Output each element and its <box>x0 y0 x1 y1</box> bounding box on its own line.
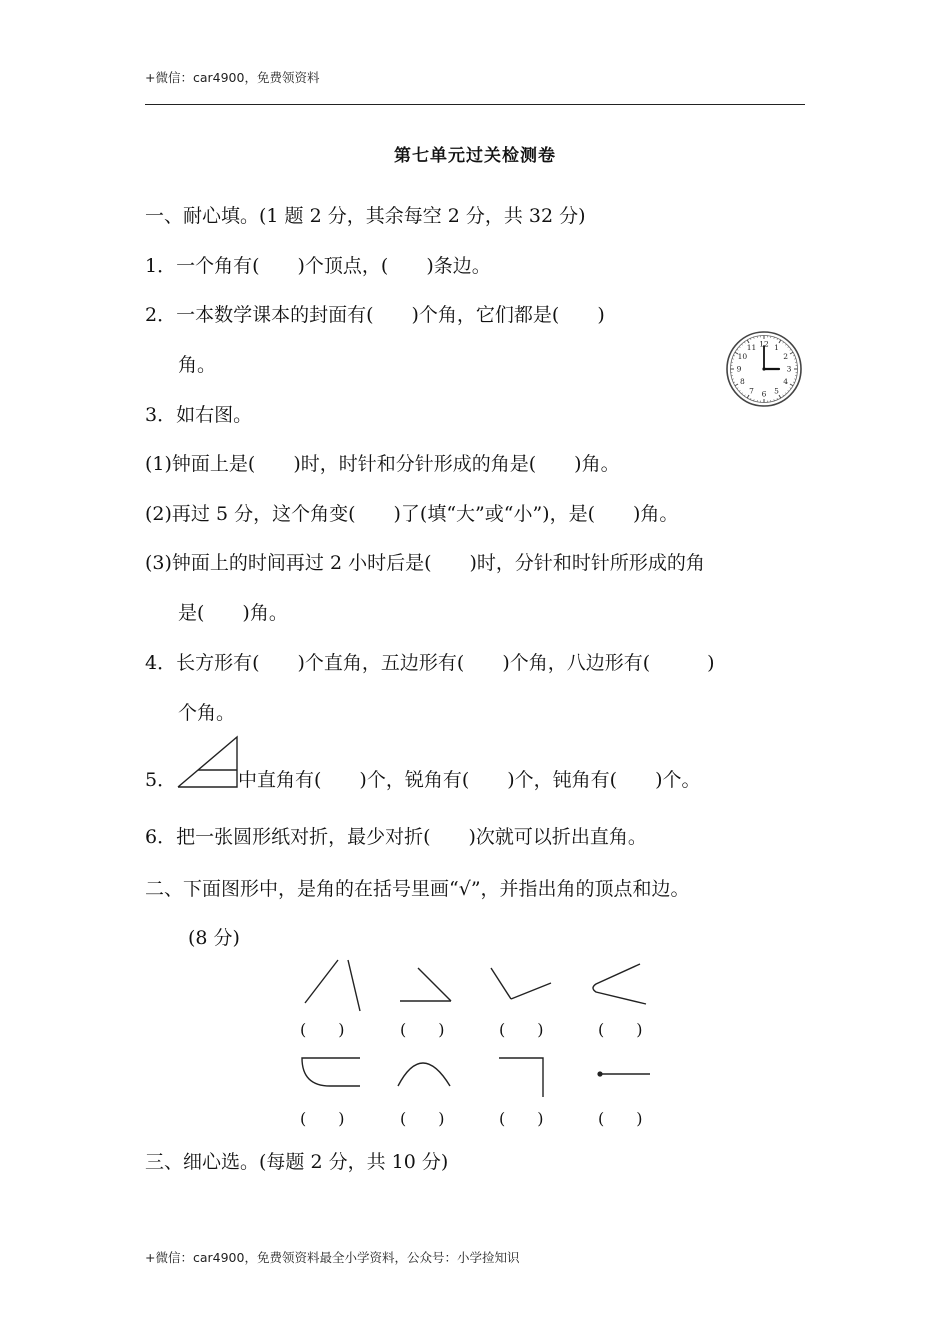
section-2-heading: 二、下面图形中，是角的在括号里画“√”，并指出角的顶点和边。 <box>145 878 690 900</box>
section-2-score: (8 分) <box>188 927 240 949</box>
header-divider <box>145 104 805 105</box>
figure-7-angle <box>494 1052 550 1102</box>
clock-number: 9 <box>736 364 742 374</box>
question-3-1: (1)钟面上是( )时，时针和分针形成的角是( )角。 <box>145 453 620 475</box>
question-3-3-line-1: (3)钟面上的时间再过 2 小时后是( )时，分针和时针所形成的角 <box>145 552 705 574</box>
answer-paren-6[interactable]: ( ) <box>400 1109 445 1128</box>
answer-paren-8[interactable]: ( ) <box>598 1109 643 1128</box>
clock-figure <box>725 330 803 408</box>
question-3-2: (2)再过 5 分，这个角变( )了(填“大”或“小”)，是( )角。 <box>145 503 679 525</box>
clock-number: 5 <box>774 386 779 396</box>
answer-paren-3[interactable]: ( ) <box>499 1020 544 1039</box>
page-header: +微信：car4900，免费领资料 <box>145 70 320 85</box>
answer-paren-2[interactable]: ( ) <box>400 1020 445 1039</box>
question-5-number: 5． <box>145 769 177 791</box>
clock-number: 2 <box>783 352 789 362</box>
question-2-line-2: 角。 <box>178 354 217 376</box>
figure-1-angle <box>300 955 365 1015</box>
figure-2-angle <box>396 963 456 1005</box>
clock-number: 8 <box>739 377 745 387</box>
clock-number: 1 <box>774 342 779 352</box>
figure-6-arc <box>394 1052 454 1092</box>
clock-number: 7 <box>749 386 754 396</box>
question-2-line-1: 2．一本数学课本的封面有( )个角，它们都是( ) <box>145 304 605 326</box>
clock-number: 3 <box>786 364 792 374</box>
question-4-line-1: 4．长方形有( )个直角，五边形有( )个角，八边形有( ) <box>145 652 715 674</box>
page-footer: +微信：car4900，免费领资料最全小学资料，公众号：小学捡知识 <box>145 1250 520 1265</box>
question-3-3-line-2: 是( )角。 <box>178 602 288 624</box>
figure-5-shape <box>296 1052 366 1092</box>
clock-number: 11 <box>746 342 757 352</box>
question-1: 1．一个角有( )个顶点，( )条边。 <box>145 255 491 277</box>
triangle-figure <box>176 735 240 789</box>
page-title: 第七单元过关检测卷 <box>394 146 556 166</box>
answer-paren-4[interactable]: ( ) <box>598 1020 643 1039</box>
figure-3-angle <box>487 963 555 1005</box>
question-3: 3．如右图。 <box>145 404 253 426</box>
clock-number: 6 <box>761 389 767 399</box>
clock-center <box>762 367 765 370</box>
clock-number: 10 <box>737 352 748 362</box>
section-3-heading: 三、细心选。(每题 2 分，共 10 分) <box>145 1151 449 1173</box>
answer-paren-1[interactable]: ( ) <box>300 1020 345 1039</box>
clock-number: 4 <box>783 377 789 387</box>
figure-8-ray <box>594 1066 654 1082</box>
answer-paren-5[interactable]: ( ) <box>300 1109 345 1128</box>
figure-4-angle <box>588 960 658 1010</box>
question-6: 6．把一张圆形纸对折，最少对折( )次就可以折出直角。 <box>145 826 647 848</box>
section-1-heading: 一、耐心填。(1 题 2 分，其余每空 2 分，共 32 分) <box>145 205 586 227</box>
question-4-line-2: 个角。 <box>178 702 236 724</box>
clock-number: 12 <box>759 339 769 349</box>
question-5-text: 中直角有( )个，锐角有( )个，钝角有( )个。 <box>238 769 701 791</box>
answer-paren-7[interactable]: ( ) <box>499 1109 544 1128</box>
